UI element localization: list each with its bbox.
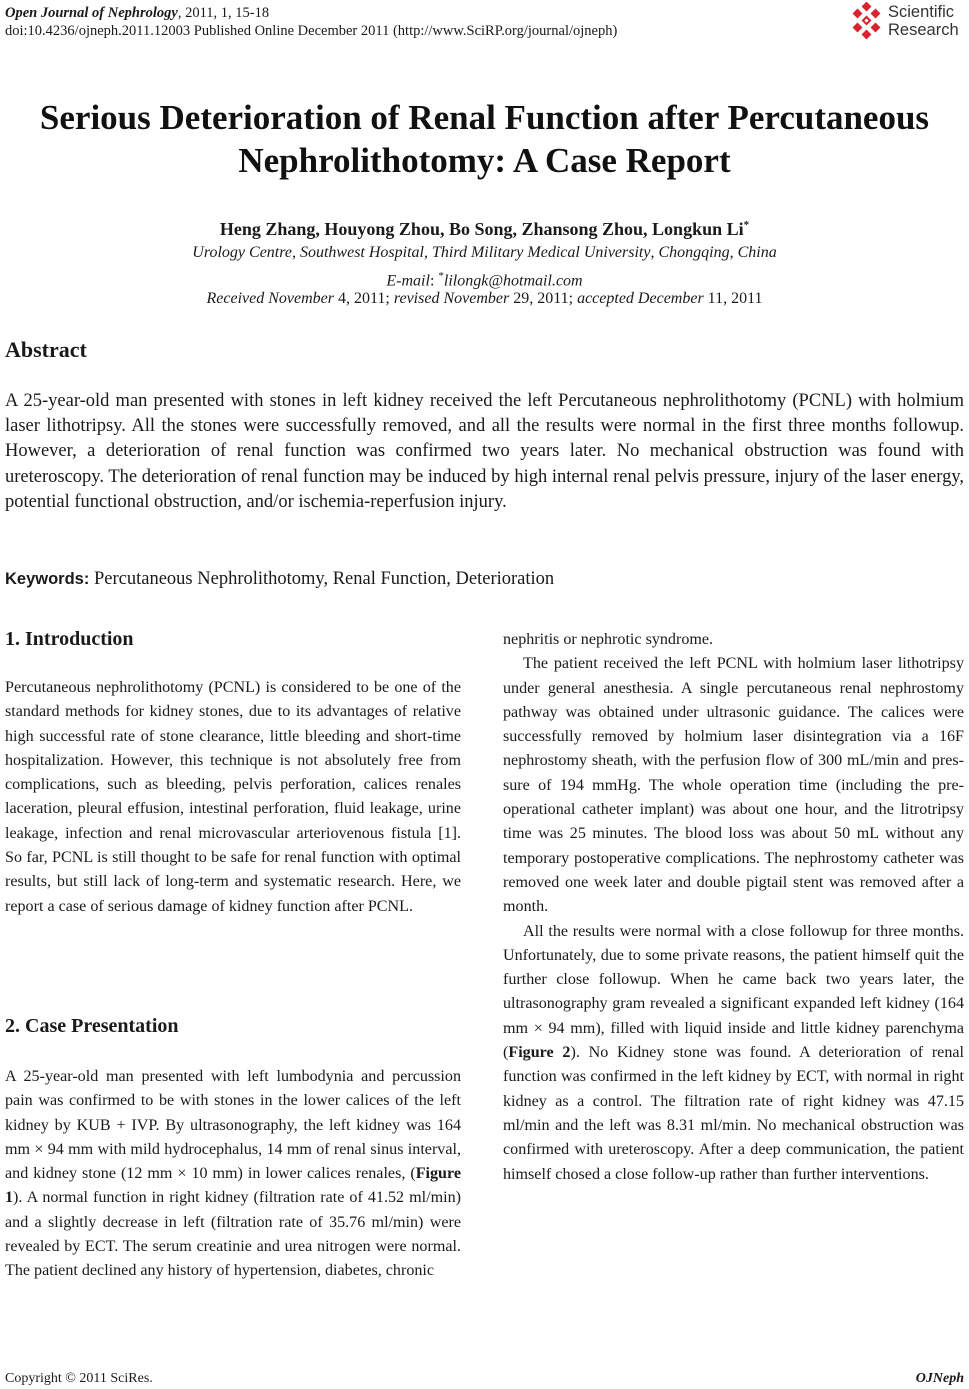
- copyright-footer: Copyright © 2011 SciRes.: [5, 1371, 153, 1386]
- case-paragraph-2: The patient received the left PCNL with holmium laser lithotripsy under general anesthesia. A single percutaneous renal nephrostomy pathway was obtained under ultrasonic guidance. The calices were successfully removed by holmium laser disintegration via a 16F nephrostomy sheath, with the perfusion flow of 300 mL/min and pressure of 194 mmHg. The whole operation time (including the pre-operational catheter implant) was about one hour, and the litrotripsy time was 25 minutes. The blood loss was about 50 mL without any temporary postoperative complications. The nephrostomy catheter was removed one week later and double pigtail stent was removed after a month.: [503, 655, 964, 916]
- email-link[interactable]: lilongk@hotmail.com: [443, 272, 583, 290]
- abstract-text: A 25-year-old man presented with stones in left kidney received the left Percutaneous nephrolithotomy (PCNL) with holmium laser lithotripsy. All the stones were successfully removed, and all the results were normal in the first three months followup. However, a deterioration of renal function was confirmed two years later. No mechanical obstruction was found with ureteroscopy. The deterioration of renal function may be induced by high internal renal pelvis pressure, injury of the laser energy, potential functional obstruction, and/or ischemia-reperfusion injury.: [5, 391, 964, 512]
- publisher-logo: [848, 2, 966, 46]
- case-column-right: [503, 628, 964, 1187]
- keywords: [5, 567, 554, 591]
- journal-name: Open Journal of Nephrology: [5, 5, 178, 21]
- section-heading-case-presentation: 2. Case Presentation: [5, 1015, 179, 1037]
- journal-volume: , 2011, 1, 15-18: [177, 5, 270, 21]
- case-paragraph-1-continued: nephritis or nephrotic syndrome.: [503, 631, 714, 648]
- journal-abbreviation-footer: OJNeph: [915, 1371, 964, 1386]
- introduction-text: Percutaneous nephrolithotomy (PCNL) is considered to be one of the standard methods for kidney stones, due to its advantages of relative high successful rate of stone clearance, little bleeding and short-time hospitalization. However, this technique is not absolutely free from complications, such as bleeding, pelvis perforation, calices renales laceration, pleural effusion, intestinal perforation, fluid leakage, urine leakage, infection and renal microvascular arteriovenous fistula [1]. So far, PCNL is still thought to be safe for renal function with optimal results, but still lack of long-term and systematic research. Here, we report a case of serious damage of kidney function after PCNL.: [5, 679, 461, 915]
- doi-line: doi:10.4236/ojneph.2011.12003 Published Online December 2011 (http://www.SciRP.org/journal/ojneph): [5, 23, 618, 39]
- keywords-label: Keywords:: [5, 570, 90, 588]
- author-list: Heng Zhang, Houyong Zhou, Bo Song, Zhansong Zhou, Longkun Li*: [219, 219, 750, 239]
- email-line: E-mail: *lilongk@hotmail.com: [386, 270, 583, 290]
- figure-2-ref[interactable]: Figure 2: [508, 1044, 571, 1062]
- case-paragraph-3: All the results were normal with a close followup for three months. Unfortunately, due to some private reasons, the patient himself quit the further close followup. When he came back two years later, the ultrasonography gram revealed a significant expanded left kidney (164 mm × 94 mm), filled with liquid inside and little kidney parenchyma (Figure 2). No Kidney stone was found. A deterioration of renal function was confirmed in the left kidney by ECT, with normal in right kidney as a control. The filtration rate of right kidney was 47.15 ml/min and the left was 8.31 ml/min. No mechanical obstruction was confirmed with ureteroscopy. After a deep communication, the patient himself chosed a close follow-up rather than further interventions.: [503, 922, 964, 1183]
- case-paragraph-1: A 25-year-old man presented with left lumbodynia and percussion pain was confirmed to be with stones in the lower calices of the left kidney by KUB + IVP. By ultrasonography, the left kidney was 164 mm × 94 mm with mild hydrocephalus, 14 mm of renal sinus interval, and kidney stone (12 mm × 10 mm) in lower calices renales, (Figure 1). A normal function in right kidney (filtration rate of 41.52 ml/min) and a slightly decrease in left (filtration rate of 35.76 ml/min) were revealed by ECT. The serum creatinie and urea nitrogen were normal. The patient declined any history of hypertension, diabetes, chronic: [5, 1068, 461, 1280]
- corresponding-mark: *: [743, 219, 750, 231]
- paper-title: Serious Deterioration of Renal Function after Percutaneous Nephrolithotomy: A Case Report: [39, 98, 930, 180]
- received-dates: Received November 4, 2011; revised November 29, 2011; accepted December 11, 2011: [206, 290, 763, 307]
- journal-citation: [5, 4, 269, 22]
- abstract-heading: Abstract: [5, 337, 87, 362]
- affiliation: Urology Centre, Southwest Hospital, Third Military Medical University, Chongqing, China: [192, 244, 777, 261]
- scirp-logo-icon: [848, 2, 886, 42]
- figure-1-ref[interactable]: Figure 1: [5, 1165, 461, 1207]
- section-heading-introduction: 1. Introduction: [5, 628, 134, 650]
- logo-text: Scientific Research: [888, 3, 959, 39]
- keywords-text: Percutaneous Nephrolithotomy, Renal Function, Deterioration: [89, 569, 555, 589]
